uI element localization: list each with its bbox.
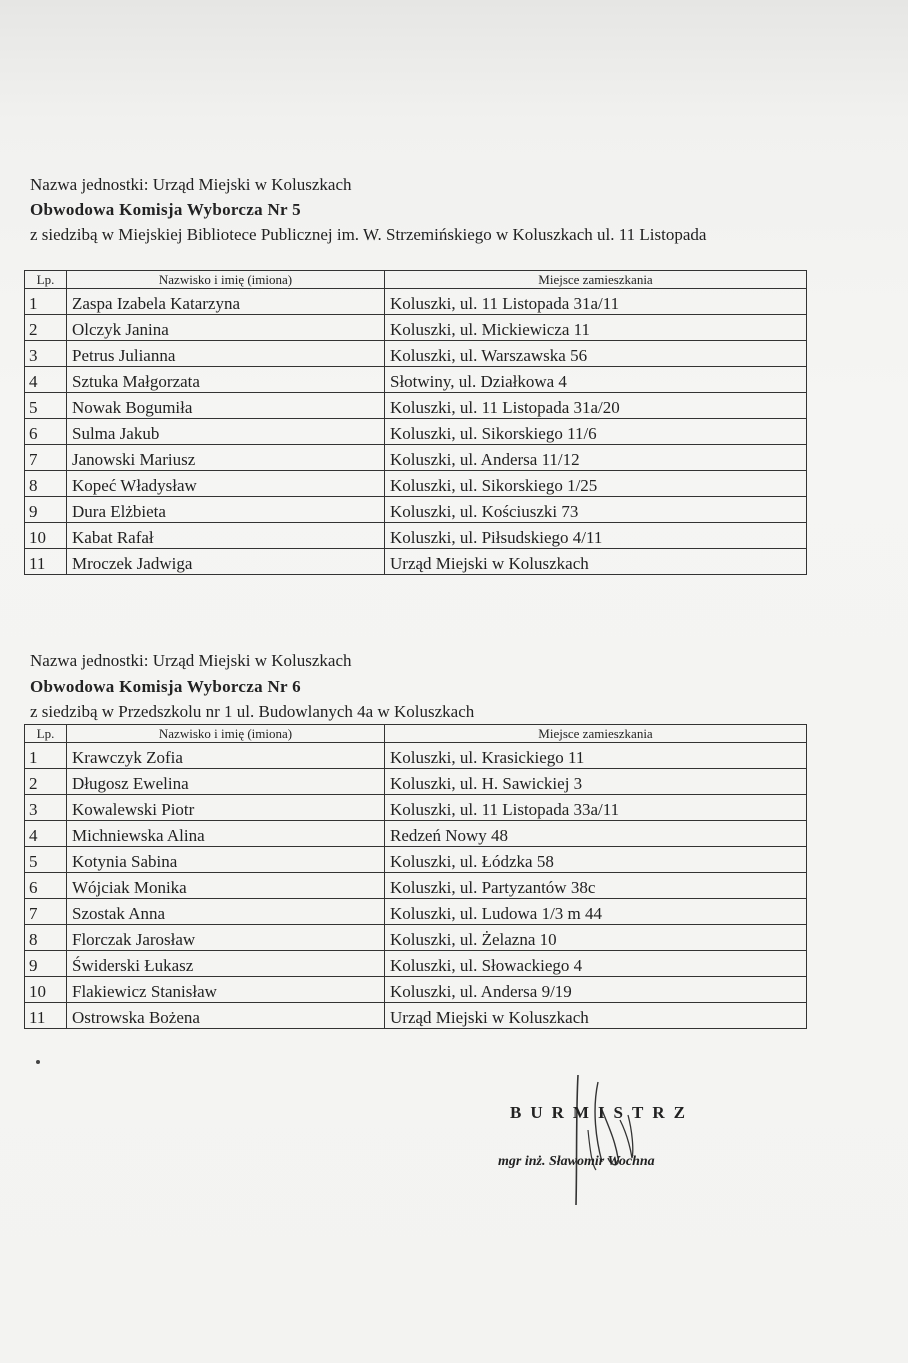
header-address: Miejsce zamieszkania [385, 725, 807, 743]
row-name: Zaspa Izabela Katarzyna [67, 289, 385, 315]
table-header-row [25, 271, 807, 289]
row-name: Petrus Julianna [67, 341, 385, 367]
row-lp: 6 [25, 873, 67, 899]
row-lp: 4 [25, 367, 67, 393]
row-name: Michniewska Alina [67, 821, 385, 847]
table-row [25, 977, 807, 1003]
table-row [25, 1003, 807, 1029]
row-name: Kowalewski Piotr [67, 795, 385, 821]
unit-name: Nazwa jednostki: Urząd Miejski w Koluszkach [30, 651, 352, 670]
row-name: Kabat Rafał [67, 523, 385, 549]
row-address: Koluszki, ul. Partyzantów 38c [385, 873, 807, 899]
row-lp: 7 [25, 445, 67, 471]
header-lp: Lp. [25, 271, 67, 289]
table-row [25, 445, 807, 471]
header-lp: Lp. [25, 725, 67, 743]
row-name: Janowski Mariusz [67, 445, 385, 471]
row-name: Nowak Bogumiła [67, 393, 385, 419]
row-lp: 11 [25, 549, 67, 575]
row-name: Kopeć Władysław [67, 471, 385, 497]
row-name: Szostak Anna [67, 899, 385, 925]
row-lp: 2 [25, 315, 67, 341]
row-lp: 1 [25, 743, 67, 769]
row-address: Słotwiny, ul. Działkowa 4 [385, 367, 807, 393]
table-row [25, 289, 807, 315]
row-name: Olczyk Janina [67, 315, 385, 341]
members-table [24, 724, 807, 1029]
row-name: Wójciak Monika [67, 873, 385, 899]
row-lp: 10 [25, 977, 67, 1003]
table-row [25, 471, 807, 497]
row-lp: 5 [25, 393, 67, 419]
row-address: Koluszki, ul. Kościuszki 73 [385, 497, 807, 523]
row-address: Koluszki, ul. 11 Listopada 31a/11 [385, 289, 807, 315]
table-row [25, 769, 807, 795]
table-row [25, 497, 807, 523]
row-address: Koluszki, ul. Mickiewicza 11 [385, 315, 807, 341]
signature-name: mgr inż. Sławomir Wochna [498, 1154, 655, 1169]
row-address: Koluszki, ul. Ludowa 1/3 m 44 [385, 899, 807, 925]
commission-title: Obwodowa Komisja Wyborcza Nr 5 [30, 200, 301, 219]
row-address: Koluszki, ul. Piłsudskiego 4/11 [385, 523, 807, 549]
row-lp: 9 [25, 497, 67, 523]
commission-seat: z siedzibą w Przedszkolu nr 1 ul. Budowlanych 4a w Koluszkach [30, 702, 475, 721]
row-lp: 1 [25, 289, 67, 315]
table-row [25, 393, 807, 419]
table-row [25, 795, 807, 821]
row-lp: 3 [25, 795, 67, 821]
row-address: Koluszki, ul. Sikorskiego 11/6 [385, 419, 807, 445]
row-address: Koluszki, ul. 11 Listopada 31a/20 [385, 393, 807, 419]
row-lp: 6 [25, 419, 67, 445]
table-row [25, 523, 807, 549]
row-name: Sztuka Małgorzata [67, 367, 385, 393]
table-row [25, 315, 807, 341]
mayor-signature-stamp [480, 1070, 740, 1210]
header-address: Miejsce zamieszkania [385, 271, 807, 289]
row-lp: 5 [25, 847, 67, 873]
row-lp: 8 [25, 471, 67, 497]
table-row [25, 419, 807, 445]
row-lp: 8 [25, 925, 67, 951]
header-name: Nazwisko i imię (imiona) [67, 271, 385, 289]
row-lp: 10 [25, 523, 67, 549]
table-row [25, 367, 807, 393]
row-lp: 11 [25, 1003, 67, 1029]
row-address: Koluszki, ul. Warszawska 56 [385, 341, 807, 367]
table-row [25, 847, 807, 873]
row-address: Koluszki, ul. Andersa 9/19 [385, 977, 807, 1003]
row-address: Koluszki, ul. Żelazna 10 [385, 925, 807, 951]
row-name: Świderski Łukasz [67, 951, 385, 977]
header-name: Nazwisko i imię (imiona) [67, 725, 385, 743]
members-table [24, 270, 807, 575]
row-address: Koluszki, ul. H. Sawickiej 3 [385, 769, 807, 795]
row-name: Długosz Ewelina [67, 769, 385, 795]
table-row [25, 951, 807, 977]
table-row [25, 873, 807, 899]
table-row [25, 549, 807, 575]
row-address: Urząd Miejski w Koluszkach [385, 1003, 807, 1029]
commission-seat: z siedzibą w Miejskiej Bibliotece Publicznej im. W. Strzemińskiego w Koluszkach ul. 11 Listopada [30, 225, 707, 244]
table-row [25, 341, 807, 367]
row-lp: 2 [25, 769, 67, 795]
row-name: Kotynia Sabina [67, 847, 385, 873]
table-header-row [25, 725, 807, 743]
signature-title: BURMISTRZ [510, 1103, 694, 1122]
row-name: Florczak Jarosław [67, 925, 385, 951]
row-address: Koluszki, ul. Sikorskiego 1/25 [385, 471, 807, 497]
row-address: Koluszki, ul. 11 Listopada 33a/11 [385, 795, 807, 821]
row-address: Koluszki, ul. Krasickiego 11 [385, 743, 807, 769]
row-name: Ostrowska Bożena [67, 1003, 385, 1029]
table-row [25, 743, 807, 769]
table-row [25, 899, 807, 925]
speck-mark [36, 1060, 40, 1064]
row-name: Krawczyk Zofia [67, 743, 385, 769]
table-row [25, 925, 807, 951]
table-row [25, 821, 807, 847]
row-lp: 9 [25, 951, 67, 977]
unit-name: Nazwa jednostki: Urząd Miejski w Koluszkach [30, 175, 352, 194]
row-address: Koluszki, ul. Łódzka 58 [385, 847, 807, 873]
row-name: Mroczek Jadwiga [67, 549, 385, 575]
row-lp: 3 [25, 341, 67, 367]
row-name: Flakiewicz Stanisław [67, 977, 385, 1003]
row-address: Koluszki, ul. Andersa 11/12 [385, 445, 807, 471]
commission-title: Obwodowa Komisja Wyborcza Nr 6 [30, 677, 301, 696]
row-address: Redzeń Nowy 48 [385, 821, 807, 847]
row-lp: 7 [25, 899, 67, 925]
row-name: Sulma Jakub [67, 419, 385, 445]
row-address: Koluszki, ul. Słowackiego 4 [385, 951, 807, 977]
row-address: Urząd Miejski w Koluszkach [385, 549, 807, 575]
row-name: Dura Elżbieta [67, 497, 385, 523]
row-lp: 4 [25, 821, 67, 847]
handwritten-signature-icon [480, 1070, 740, 1210]
